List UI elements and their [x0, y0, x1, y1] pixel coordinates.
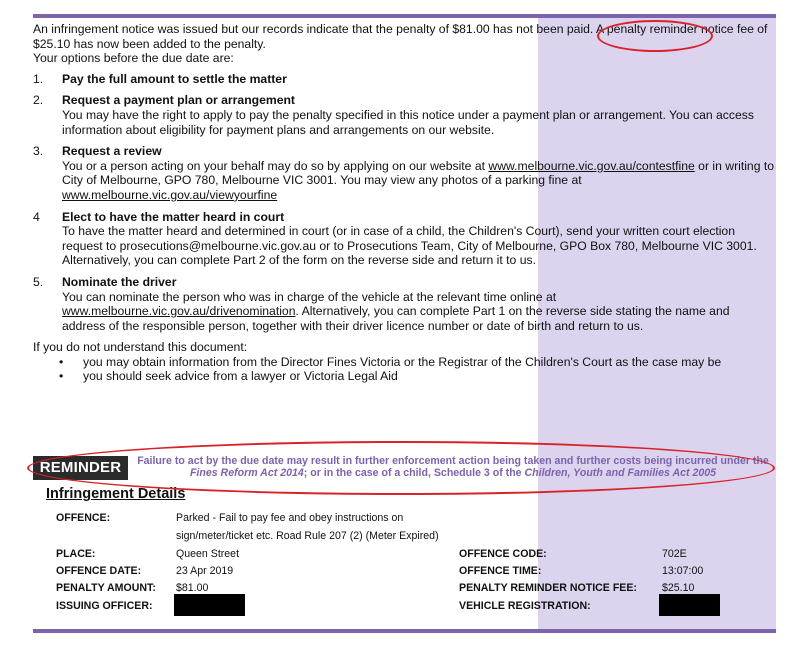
understand-bullets	[33, 355, 776, 384]
option-body	[62, 290, 776, 334]
option-title: Nominate the driver	[62, 274, 177, 289]
bottom-rule	[33, 629, 776, 633]
offence-value: Parked - Fail to pay fee and obey instructions on	[176, 512, 404, 524]
annotation-circle-not-paid	[597, 20, 713, 52]
option-review	[33, 144, 776, 202]
option-number: 5.	[33, 274, 44, 289]
intro-text-cont: A penalty reminder notice fee of $25.10 has now been added to the penalty.	[33, 22, 768, 51]
option-number: 3.	[33, 144, 44, 159]
offence-time-label: OFFENCE TIME:	[459, 565, 542, 577]
offence-label: OFFENCE:	[56, 512, 111, 524]
option-nominate	[33, 275, 776, 333]
bullet-item: • you may obtain information from the Director Fines Victoria or the Registrar of the Children's Court as the case may be	[59, 355, 776, 370]
reminder-label: REMINDER	[33, 456, 128, 480]
contestfine-link[interactable]: www.melbourne.vic.gov.au/contestfine	[488, 158, 695, 173]
vehicle-registration-redaction	[659, 594, 720, 616]
top-rule	[33, 14, 776, 18]
place-label: PLACE:	[56, 548, 96, 560]
understand-lead: If you do not understand this document:	[33, 340, 248, 355]
intro-text: An infringement notice was issued but our records indicate that the penalty of $81.00 has	[33, 22, 517, 36]
option-court	[33, 210, 776, 268]
annotation-circle-reminder	[27, 441, 775, 495]
offence-value-cont: sign/meter/ticket etc. Road Rule 207 (2) (Meter Expired)	[176, 530, 439, 542]
option-body: You may have the right to apply to pay the penalty specified in this notice under a payment plan or arrangement. You can access information about eligibility for payment plans and arrangements on our website.	[62, 107, 754, 137]
option-body	[62, 159, 776, 203]
offence-code-label: OFFENCE CODE:	[459, 548, 547, 560]
option-body-text: . Alternatively, you can complete Part 1 on the reverse side stating the name and address of the responsible person, together with their driver licence number or date of birth and return to us.	[62, 304, 730, 333]
issuing-officer-redaction	[174, 594, 245, 616]
offence-time-value: 13:07:00	[662, 565, 704, 577]
details-title: Infringement Details	[46, 486, 186, 502]
option-body: To have the matter heard and determined in court (or in case of a child, the Children's Court), send your written court election request to prosecutions@melbourne.vic.gov.au or to Prosecutions Team, City of Melbourne, GPO Box 780, Melbourne VIC 3001. Alternatively, you can complete Part 2 of the form on the reverse side and return it to us.	[62, 224, 757, 268]
children-youth-families-act: Children, Youth and Families Act 2005	[524, 467, 717, 479]
option-title: Pay the full amount to settle the matter	[62, 71, 287, 86]
penalty-amount-value: $81.00	[176, 582, 209, 594]
reminder-fee-value: $25.10	[662, 582, 695, 594]
offence-code-value: 702E	[662, 548, 687, 560]
bullet-item: • you should seek advice from a lawyer or Victoria Legal Aid	[59, 369, 776, 384]
viewyourfine-link[interactable]: www.melbourne.vic.gov.au/viewyourfine	[62, 187, 278, 202]
option-number: 2.	[33, 93, 44, 108]
fines-reform-act: Fines Reform Act 2014	[189, 467, 304, 479]
option-title: Request a review	[62, 144, 162, 159]
notice-body	[33, 22, 776, 384]
option-number: 1.	[33, 71, 44, 86]
penalty-amount-label: PENALTY AMOUNT:	[56, 582, 156, 594]
option-title: Request a payment plan or arrangement	[62, 93, 295, 108]
offence-date-label: OFFENCE DATE:	[56, 565, 142, 577]
not-paid-text: not been paid.	[516, 22, 594, 36]
option-body-text: or in writing to City of Melbourne, GPO 780, Melbourne VIC 3001. You may view any photos of a parking fine at	[62, 158, 775, 188]
reminder-text-part: ; or in the case of a child, Schedule 3 of the	[303, 467, 525, 479]
option-payment-plan	[33, 93, 776, 137]
option-pay	[33, 72, 776, 87]
option-title: Elect to have the matter heard in court	[62, 209, 285, 224]
options-lead: Your options before the due date are:	[33, 51, 234, 66]
option-body-text: You can nominate the person who was in charge of the vehicle at the relevant time online at	[62, 289, 557, 304]
issuing-officer-label: ISSUING OFFICER:	[56, 600, 153, 612]
reminder-fee-label: PENALTY REMINDER NOTICE FEE:	[459, 582, 637, 594]
option-number: 4	[33, 209, 40, 224]
reminder-text-part: Failure to act by the due date may result in further enforcement action being taken and further costs being incurred under the	[137, 455, 769, 467]
option-body-text: You or a person acting on your behalf may do so by applying on our website at	[62, 158, 489, 173]
offence-date-value: 23 Apr 2019	[176, 565, 234, 577]
drivenomination-link[interactable]: www.melbourne.vic.gov.au/drivenomination	[62, 304, 296, 319]
options-list	[33, 72, 776, 334]
vehicle-registration-label: VEHICLE REGISTRATION:	[459, 600, 591, 612]
place-value: Queen Street	[176, 548, 240, 560]
